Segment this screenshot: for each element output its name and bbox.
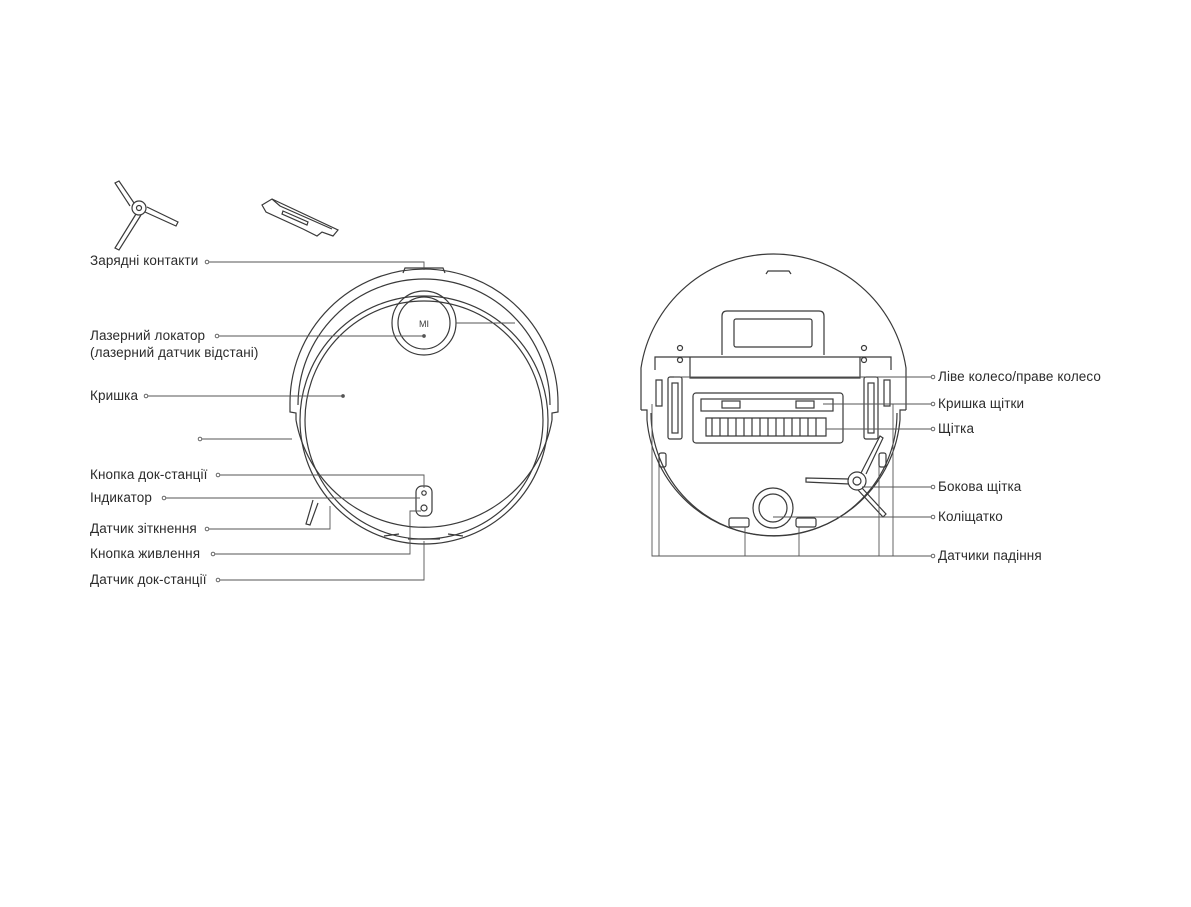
label-laser-locator: Лазерний локатор	[90, 328, 206, 343]
label-collision-sensor: Датчик зіткнення	[90, 521, 197, 536]
label-dock-button: Кнопка док-станції	[90, 467, 208, 482]
label-caster: Коліщатко	[938, 509, 1003, 524]
label-brush-cover: Кришка щітки	[938, 396, 1025, 411]
cleaning-tool-accessory-icon	[262, 199, 338, 236]
brand-mark: MI	[419, 319, 429, 329]
top-view-robot	[290, 268, 558, 544]
label-cliff-sensors: Датчики падіння	[938, 548, 1042, 563]
label-laser-locator-sub: (лазерний датчик відстані)	[90, 345, 259, 360]
label-cover: Кришка	[90, 388, 139, 403]
label-wheels: Ліве колесо/праве колесо	[938, 369, 1102, 384]
bottom-view-robot	[641, 254, 906, 536]
label-dock-sensor: Датчик док-станції	[90, 572, 207, 587]
bottom-view-leader-lines	[652, 375, 935, 558]
label-power-button: Кнопка живлення	[90, 546, 201, 561]
label-charging-contacts: Зарядні контакти	[90, 253, 199, 268]
side-brush-accessory-icon	[115, 181, 178, 250]
label-main-brush: Щітка	[938, 421, 975, 436]
label-side-brush: Бокова щітка	[938, 479, 1022, 494]
label-indicator: Індикатор	[90, 490, 152, 505]
